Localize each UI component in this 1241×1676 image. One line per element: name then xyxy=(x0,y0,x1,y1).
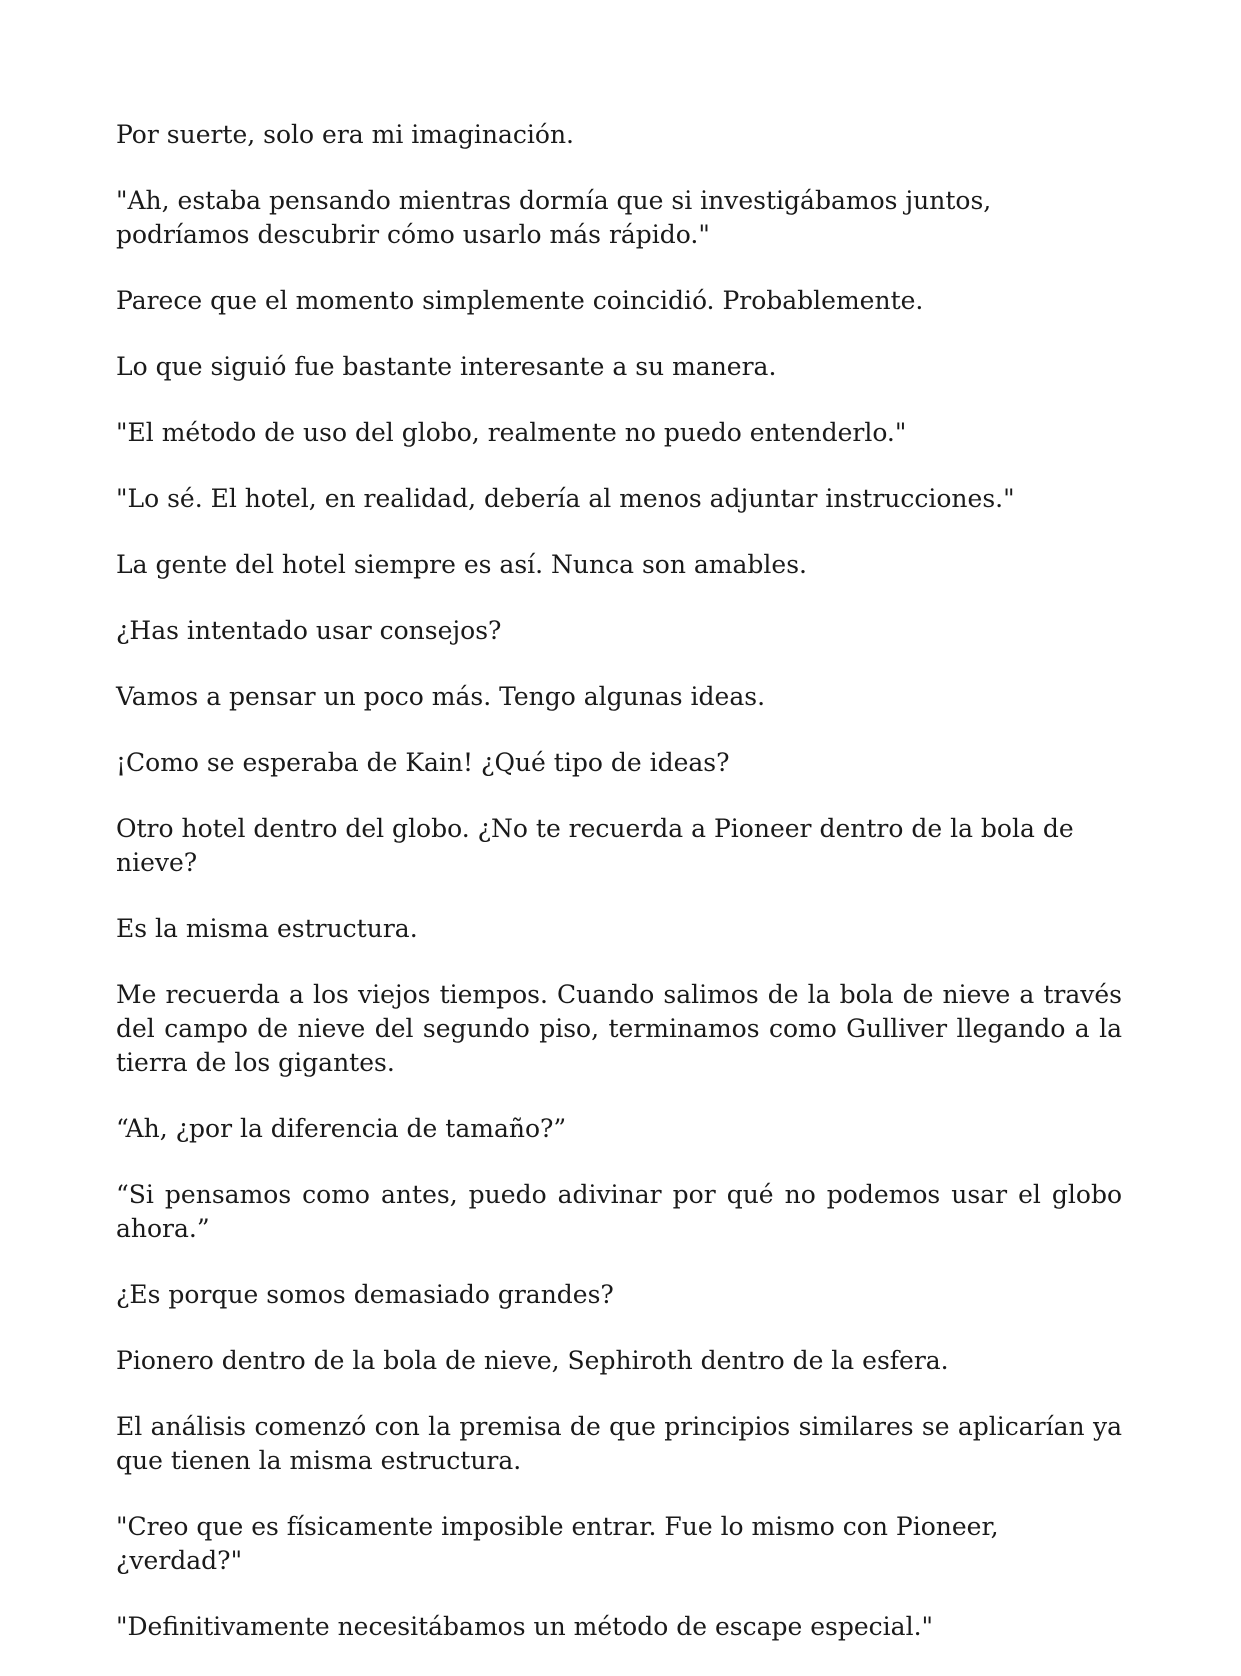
paragraph: El análisis comenzó con la premisa de que principios similares se aplicarían ya que tienen la misma estructura. xyxy=(116,1412,1122,1475)
paragraph: Parece que el momento simplemente coincidió. Probablemente. xyxy=(116,286,924,315)
paragraph: Me recuerda a los viejos tiempos. Cuando salimos de la bola de nieve a través del campo de nieve del segundo piso, terminamos como Gulliver llegando a la tierra de los gigantes. xyxy=(116,980,1122,1077)
paragraph: “Si pensamos como antes, puedo adivinar por qué no podemos usar el globo ahora.” xyxy=(116,1180,1122,1243)
paragraph: Vamos a pensar un poco más. Tengo algunas ideas. xyxy=(116,682,766,711)
paragraph: Por suerte, solo era mi imaginación. xyxy=(116,120,574,149)
paragraph: La gente del hotel siempre es así. Nunca son amables. xyxy=(116,550,807,579)
paragraph: "El método de uso del globo, realmente no puedo entenderlo." xyxy=(116,418,907,447)
paragraph: Lo que siguió fue bastante interesante a su manera. xyxy=(116,352,777,381)
paragraph: "Ah, estaba pensando mientras dormía que si investigábamos juntos, podríamos descubrir cómo usarlo más rápido." xyxy=(116,186,992,249)
paragraph: "Lo sé. El hotel, en realidad, debería al menos adjuntar instrucciones." xyxy=(116,484,1015,513)
paragraph: “Ah, ¿por la diferencia de tamaño?” xyxy=(116,1114,567,1143)
paragraph: ¿Es porque somos demasiado grandes? xyxy=(116,1280,614,1309)
paragraph: ¡Como se esperaba de Kain! ¿Qué tipo de ideas? xyxy=(116,748,730,777)
paragraph: Pionero dentro de la bola de nieve, Sephiroth dentro de la esfera. xyxy=(116,1346,949,1375)
paragraph: Otro hotel dentro del globo. ¿No te recuerda a Pioneer dentro de la bola de nieve? xyxy=(116,814,1074,877)
document-page xyxy=(116,118,1122,1676)
paragraph: Es la misma estructura. xyxy=(116,914,418,943)
paragraph: "Creo que es físicamente imposible entrar. Fue lo mismo con Pioneer, ¿verdad?" xyxy=(116,1512,999,1575)
paragraph: "Definitivamente necesitábamos un método de escape especial." xyxy=(116,1612,934,1641)
paragraph: ¿Has intentado usar consejos? xyxy=(116,616,502,645)
